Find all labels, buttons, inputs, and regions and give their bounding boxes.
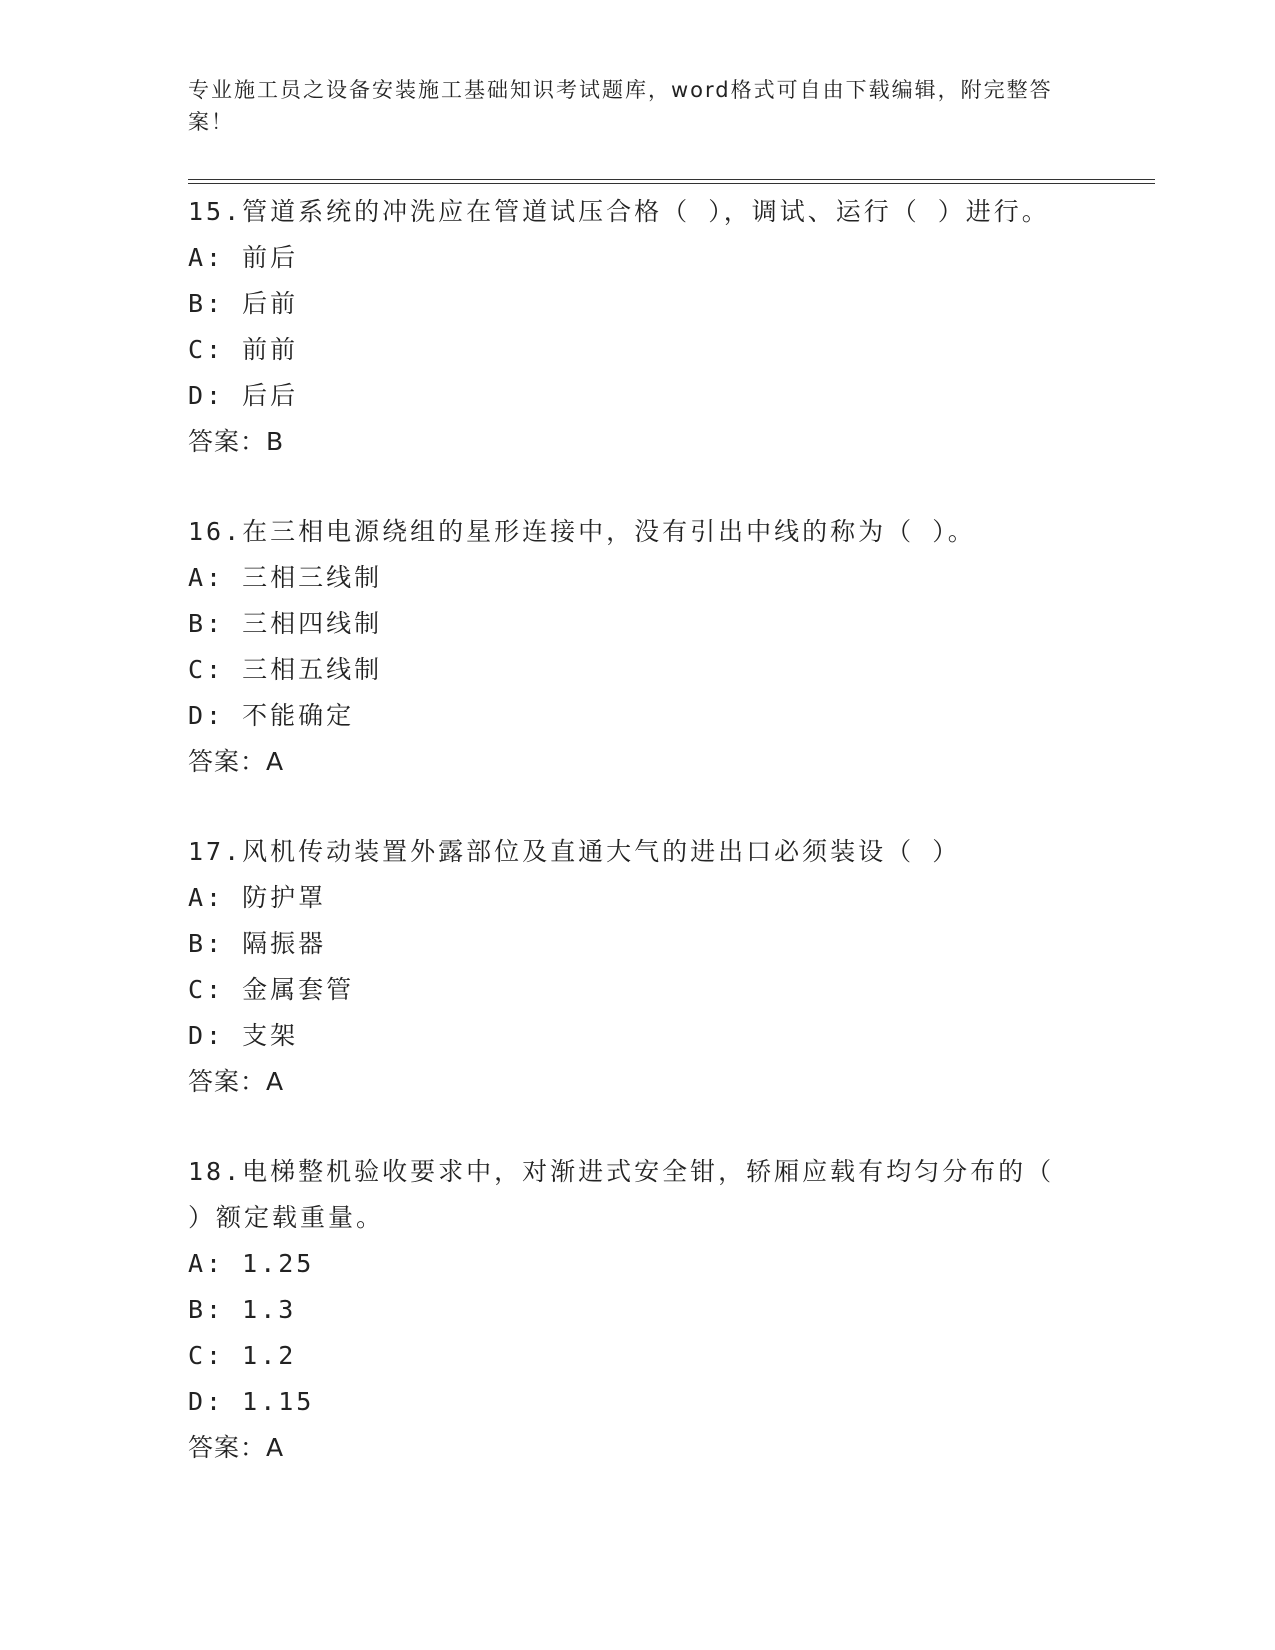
- option-a: A: 前后: [188, 243, 299, 272]
- option-d: D: 不能确定: [188, 701, 355, 730]
- question-block: [188, 189, 1088, 465]
- answer-line: 答案：A: [188, 1067, 285, 1096]
- document-intro: 专业施工员之设备安装施工基础知识考试题库，word格式可自由下载编辑，附完整答案！: [188, 78, 1053, 134]
- question-block: [188, 1149, 1088, 1471]
- question-stem: 16.在三相电源绕组的星形连接中，没有引出中线的称为（ ）。: [188, 517, 976, 546]
- answer-line: 答案：A: [188, 747, 285, 776]
- option-b: B: 1.3: [188, 1295, 297, 1324]
- option-a: A: 1.25: [188, 1249, 315, 1278]
- question-stem: 15.管道系统的冲洗应在管道试压合格（ ），调试、运行（ ）进行。: [188, 197, 1050, 226]
- option-a: A: 防护罩: [188, 883, 327, 912]
- option-b: B: 隔振器: [188, 929, 327, 958]
- header-divider-top: [188, 179, 1155, 180]
- header-divider-bottom: [188, 183, 1155, 184]
- question-stem: 17.风机传动装置外露部位及直通大气的进出口必须装设（ ）: [188, 837, 961, 866]
- option-d: D: 支架: [188, 1021, 299, 1050]
- option-d: D: 1.15: [188, 1387, 315, 1416]
- option-c: C: 金属套管: [188, 975, 355, 1004]
- question-block: [188, 509, 1088, 785]
- option-c: C: 1.2: [188, 1341, 297, 1370]
- question-stem: 18.电梯整机验收要求中，对渐进式安全钳，轿厢应载有均匀分布的（ ）额定载重量。: [188, 1157, 1055, 1232]
- option-c: C: 前前: [188, 335, 299, 364]
- option-a: A: 三相三线制: [188, 563, 383, 592]
- option-d: D: 后后: [188, 381, 299, 410]
- answer-line: 答案：A: [188, 1433, 285, 1462]
- option-b: B: 三相四线制: [188, 609, 383, 638]
- option-c: C: 三相五线制: [188, 655, 383, 684]
- option-b: B: 后前: [188, 289, 299, 318]
- answer-line: 答案：B: [188, 427, 285, 456]
- question-block: [188, 829, 1088, 1105]
